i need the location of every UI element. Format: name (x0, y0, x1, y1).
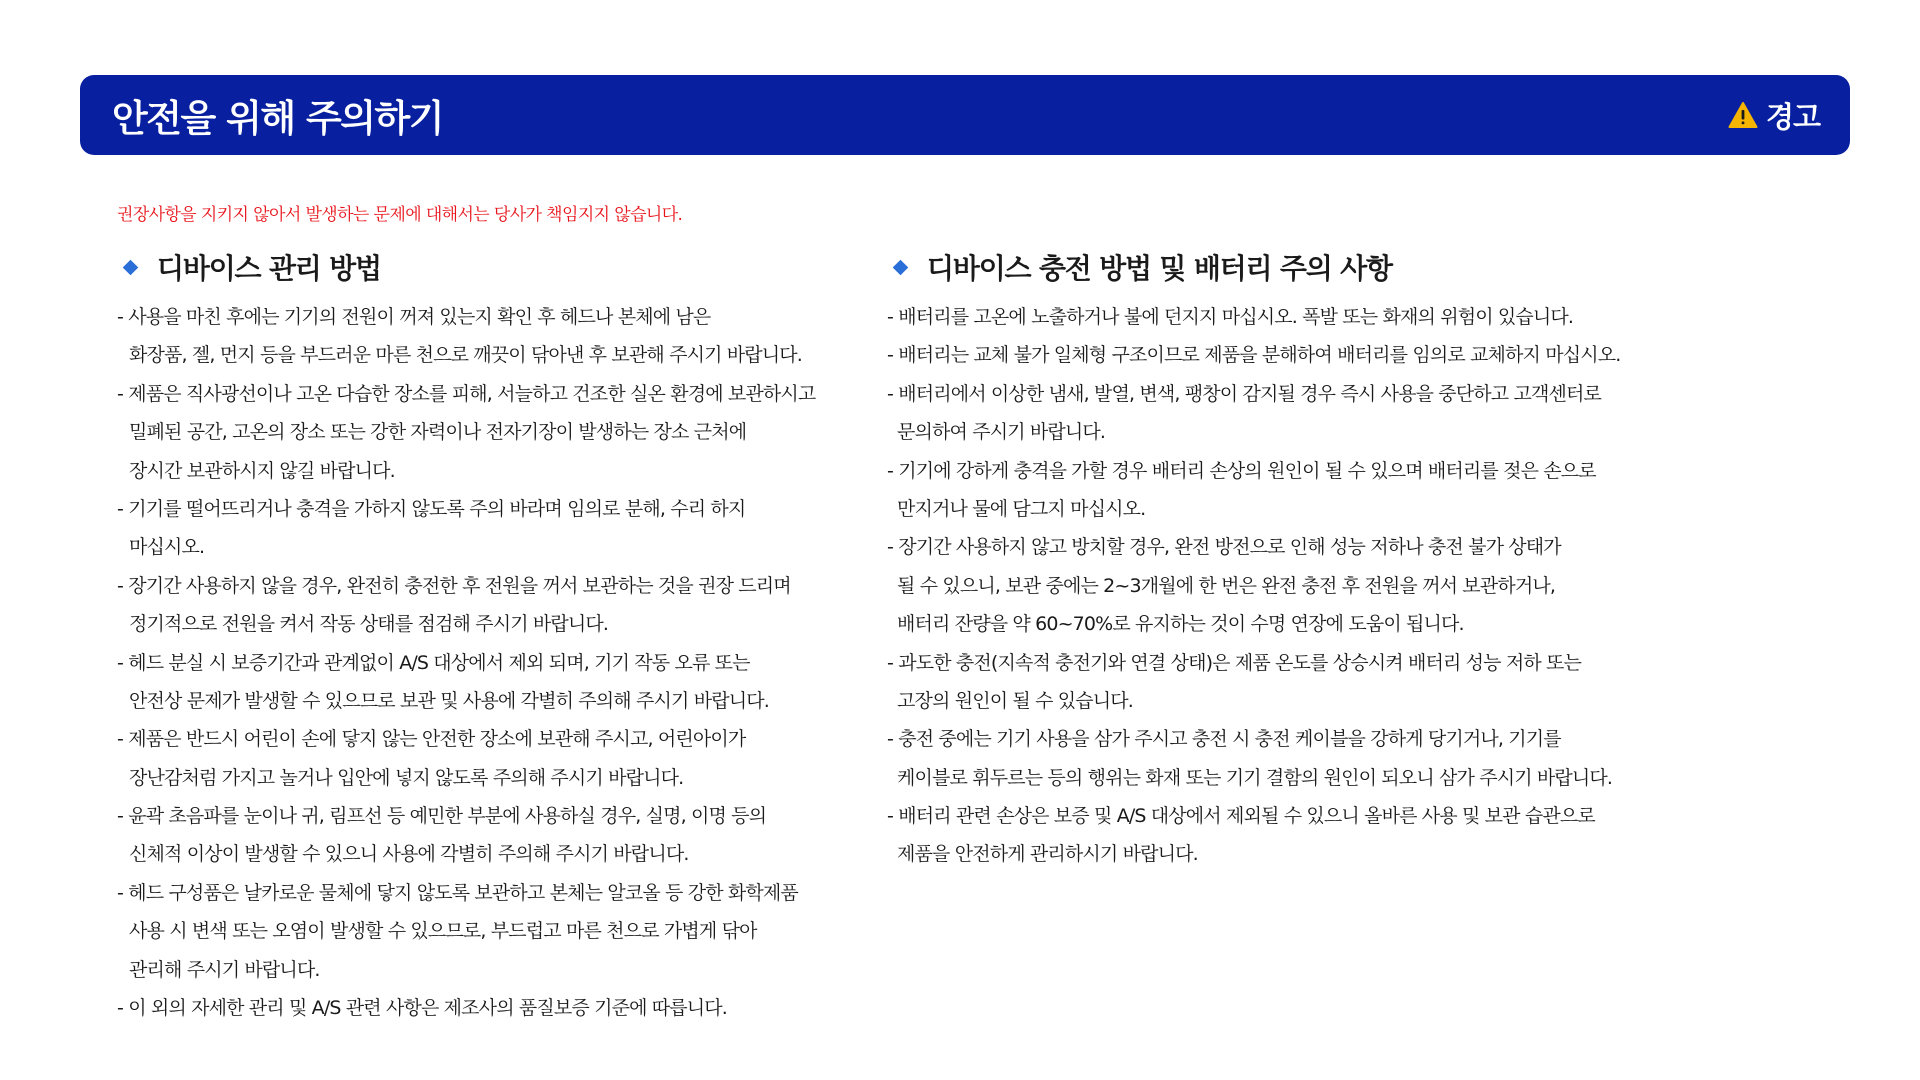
care-instructions-list (117, 298, 837, 1027)
instruction-line-continued: 장시간 보관하시지 않길 바랍니다. (129, 459, 395, 482)
diamond-bullet-icon (123, 259, 139, 275)
instruction-line-continued: 마십시오. (129, 536, 205, 559)
instruction-line: - 배터리를 고온에 노출하거나 불에 던지지 마십시오. 폭발 또는 화재의 위험이 있습니다. (887, 306, 1574, 328)
instruction-line: - 과도한 충전(지속적 충전기와 연결 상태)은 제품 온도를 상승시켜 배터리 성능 저하 또는 (887, 651, 1582, 674)
instruction-line-continued: 고장의 원인이 될 수 있습니다. (897, 689, 1133, 712)
diamond-bullet-icon (893, 259, 909, 275)
instruction-line: - 배터리는 교체 불가 일체형 구조이므로 제품을 분해하여 배터리를 임의로 교체하지 마십시오. (887, 344, 1621, 367)
section-title: 디바이스 충전 방법 및 배터리 주의 사항 (927, 252, 1392, 285)
section-charging-battery (887, 246, 1887, 874)
warning-label: 경고 (1765, 99, 1820, 134)
instruction-line: - 제품은 직사광선이나 고온 다습한 장소를 피해, 서늘하고 건조한 실온 환경에 보관하시고 (117, 382, 816, 405)
instruction-line-continued: 만지거나 물에 담그지 마십시오. (897, 497, 1146, 520)
warning-badge (1728, 95, 1820, 136)
instruction-line: - 제품은 반드시 어린이 손에 닿지 않는 안전한 장소에 보관해 주시고, 어린아이가 (117, 728, 746, 751)
instruction-line-continued: 케이블로 휘두르는 등의 행위는 화재 또는 기기 결함의 원인이 되오니 삼가 주시기 바랍니다. (897, 766, 1613, 789)
battery-instructions-list (887, 298, 1887, 874)
section-heading (117, 246, 837, 288)
instruction-line: - 배터리 관련 손상은 보증 및 A/S 대상에서 제외될 수 있으니 올바른 사용 및 보관 습관으로 (887, 805, 1595, 828)
instruction-line: - 기기에 강하게 충격을 가할 경우 배터리 손상의 원인이 될 수 있으며 배터리를 젖은 손으로 (887, 459, 1596, 482)
section-device-care (117, 246, 837, 1027)
instruction-line-continued: 사용 시 변색 또는 오염이 발생할 수 있으므로, 부드럽고 마른 천으로 가볍게 닦아 (129, 920, 757, 943)
header-banner (80, 75, 1850, 155)
section-title: 디바이스 관리 방법 (157, 252, 381, 285)
instruction-line-continued: 문의하여 주시기 바랍니다. (897, 421, 1106, 444)
instruction-line: - 기기를 떨어뜨리거나 충격을 가하지 않도록 주의 바라며 임의로 분해, 수리 하지 (117, 497, 746, 520)
instruction-line: - 장기간 사용하지 않고 방치할 경우, 완전 방전으로 인해 성능 저하나 충전 불가 상태가 (887, 536, 1561, 559)
instruction-line: - 사용을 마친 후에는 기기의 전원이 꺼져 있는지 확인 후 헤드나 본체에 남은 (117, 306, 711, 328)
instruction-line-continued: 장난감처럼 가지고 놀거나 입안에 넣지 않도록 주의해 주시기 바랍니다. (129, 766, 684, 789)
instruction-line: - 이 외의 자세한 관리 및 A/S 관련 사항은 제조사의 품질보증 기준에 따릅니다. (117, 997, 727, 1020)
instruction-line: - 배터리에서 이상한 냄새, 발열, 변색, 팽창이 감지될 경우 즉시 사용을 중단하고 고객센터로 (887, 382, 1601, 405)
instruction-line-continued: 될 수 있으니, 보관 중에는 2~3개월에 한 번은 완전 충전 후 전원을 꺼서 보관하거나, (897, 574, 1556, 597)
instruction-line-continued: 신체적 이상이 발생할 수 있으니 사용에 각별히 주의해 주시기 바랍니다. (129, 843, 689, 866)
instruction-line: - 장기간 사용하지 않을 경우, 완전히 충전한 후 전원을 꺼서 보관하는 것을 권장 드리며 (117, 574, 791, 597)
instruction-line-continued: 배터리 잔량을 약 60~70%로 유지하는 것이 수명 연장에 도움이 됩니다. (897, 613, 1464, 636)
instruction-line-continued: 밀폐된 공간, 고온의 장소 또는 강한 자력이나 전자기장이 발생하는 장소 근처에 (129, 421, 747, 444)
instruction-line: - 헤드 구성품은 날카로운 물체에 닿지 않도록 보관하고 본체는 알코올 등 강한 화학제품 (117, 881, 798, 904)
instruction-line-continued: 안전상 문제가 발생할 수 있으므로 보관 및 사용에 각별히 주의해 주시기 바랍니다. (129, 689, 769, 712)
page-title: 안전을 위해 주의하기 (112, 97, 443, 140)
instruction-line: - 헤드 분실 시 보증기간과 관계없이 A/S 대상에서 제외 되며, 기기 작동 오류 또는 (117, 651, 750, 674)
instruction-line-continued: 관리해 주시기 바랍니다. (129, 958, 320, 981)
instruction-line-continued: 화장품, 젤, 먼지 등을 부드러운 마른 천으로 깨끗이 닦아낸 후 보관해 주시기 바랍니다. (129, 344, 802, 367)
instruction-line: - 윤곽 초음파를 눈이나 귀, 림프선 등 예민한 부분에 사용하실 경우, 실명, 이명 등의 (117, 805, 767, 828)
warning-triangle-icon (1728, 101, 1758, 129)
instruction-line-continued: 정기적으로 전원을 켜서 작동 상태를 점검해 주시기 바랍니다. (129, 613, 609, 636)
section-heading (887, 246, 1887, 288)
instruction-line: - 충전 중에는 기기 사용을 삼가 주시고 충전 시 충전 케이블을 강하게 당기거나, 기기를 (887, 728, 1561, 751)
instruction-line-continued: 제품을 안전하게 관리하시기 바랍니다. (897, 843, 1198, 866)
disclaimer-notice: 권장사항을 지키지 않아서 발생하는 문제에 대해서는 당사가 책임지지 않습니다. (117, 205, 683, 225)
